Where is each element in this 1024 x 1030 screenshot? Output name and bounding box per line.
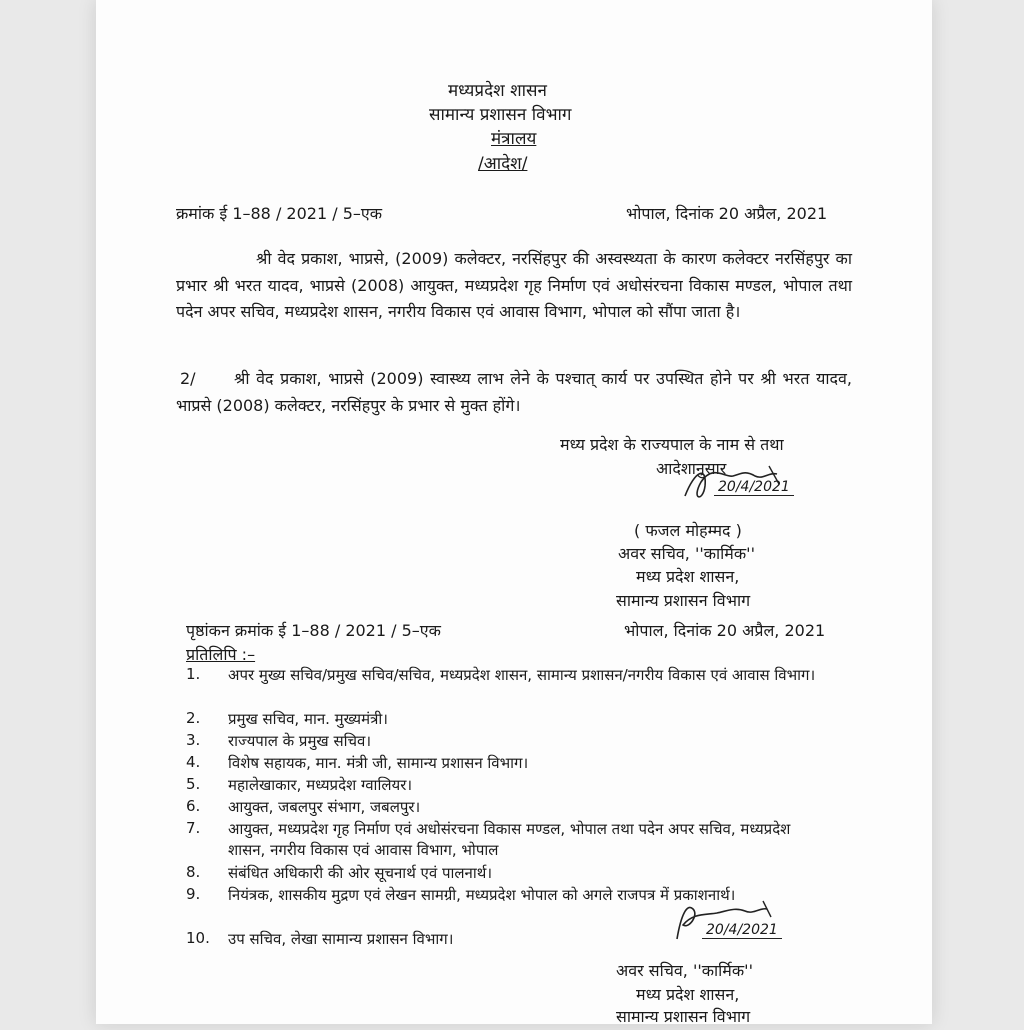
endorsement-date: भोपाल, दिनांक 20 अप्रैल, 2021	[624, 621, 826, 640]
officer-name: ( फजल मोहम्मद )	[634, 521, 742, 540]
officer-dept-1b: सामान्य प्रशासन विभाग	[616, 591, 751, 610]
officer-dept-2a: मध्य प्रदेश शासन,	[636, 985, 740, 1004]
officer-title-1: अवर सचिव, ''कार्मिक''	[618, 544, 755, 563]
document-page: मध्यप्रदेश शासन सामान्य प्रशासन विभाग मंत्रालय /आदेश/ क्रमांक ई 1–88 / 2021 / 5–एक भोपाल, दिनांक 20 अप्रैल, 2021 श्री वेद प्रकाश, भाप्रसे, (2009) कलेक्टर, नरसिंहपुर की अस्वस्थ्यता के कारण कलेक्टर नरसिंहपुर का प्रभार श्री भरत यादव, भाप्रसे (2008) आयुक्त, मध्यप्रदेश गृह निर्माण एवं अधोसंरचना विकास मण्डल, भोपाल तथा पदेन अपर सचिव, मध्यप्रदेश शासन, नगरीय विकास एवं आवास विभाग, भोपाल को सौंपा जाता है। 2/ श्री वेद प्रकाश, भाप्रसे (2009) स्वास्थ्य लाभ लेने के पश्चात् कार्य पर उपस्थित होने पर श्री भरत यादव, भाप्रसे (2008) कलेक्टर, नरसिंहपुर के प्रभार से मुक्त होंगे। मध्य प्रदेश के राज्यपाल के नाम से तथा आदेशानुसार 20/4/2021 ( फजल मोहम्मद ) अवर सचिव, ''कार्मिक'' मध्य प्रदेश शासन, सामान्य प्रशासन विभाग पृष्ठांकन क्रमांक ई 1–88 / 2021 / 5–एक भोपाल, दिनांक 20 अप्रैल, 2021 प्रतिलिपि :– 1. अपर मुख्य सचिव/प्रमुख सचिव/सचिव, मध्यप्रदेश शासन, सामान्य प्रशासन/नगरीय विकास एवं आवास विभाग। 2. प्रमुख सचिव, मान. मुख्यमंत्री। 3. राज्यपाल के प्रमुख सचिव। 4. विशेष सहायक, मान. मंत्री जी, सामान्य प्रशासन विभाग। 5. महालेखाकार, मध्यप्रदेश ग्वालियर। 6. आयुक्त, जबलपुर संभाग, जबलपुर। 7. आयुक्त, मध्यप्रदेश गृह निर्माण एवं अधोसंरचना विकास मण्डल, भोपाल तथा पदेन अपर सचिव, मध्यप्रदेश शासन, नगरीय विकास एवं आवास विभाग, भोपाल 8. संबंधित अधिकारी की ओर सूचनार्थ एवं पालनार्थ। 9. नियंत्रक, शासकीय मुद्रण एवं लेखन सामग्री, मध्यप्रदेश भोपाल को अगले राजपत्र में प्रकाशनार्थ। 10. उप सचिव, लेखा सामान्य प्रशासन विभाग। 20/4/2021 अवर सचिव, ''कार्मिक'' मध्य प्रदेश शासन, सामान्य प्रशासन विभाग	[96, 0, 932, 1024]
officer-dept-1a: मध्य प्रदेश शासन,	[636, 567, 740, 586]
officer-title-2: अवर सचिव, ''कार्मिक''	[616, 961, 753, 980]
authority-line-2: आदेशानुसार	[656, 459, 727, 478]
order-date: भोपाल, दिनांक 20 अप्रैल, 2021	[626, 204, 828, 223]
order-paragraph-2: श्री वेद प्रकाश, भाप्रसे (2009) स्वास्थ्य लाभ लेने के पश्चात् कार्य पर उपस्थित होने पर श्री भरत यादव, भाप्रसे (2008) कलेक्टर, नरसिंहपुर के प्रभार से मुक्त होंगे।	[176, 369, 852, 415]
paragraph-2-number: 2/	[180, 369, 196, 388]
endorsement-number: पृष्ठांकन क्रमांक ई 1–88 / 2021 / 5–एक	[186, 621, 441, 640]
header-government: मध्यप्रदेश शासन	[448, 81, 547, 101]
officer-dept-2b: सामान्य प्रशासन विभाग	[616, 1007, 751, 1026]
header-ministry: मंत्रालय	[491, 129, 537, 149]
order-number: क्रमांक ई 1–88 / 2021 / 5–एक	[176, 204, 383, 223]
signature-1-date: 20/4/2021	[714, 479, 794, 496]
authority-line-1: मध्य प्रदेश के राज्यपाल के नाम से तथा	[560, 435, 784, 454]
signature-2-date: 20/4/2021	[702, 922, 782, 939]
copy-to-label: प्रतिलिपि :–	[186, 645, 256, 664]
order-paragraph-1: श्री वेद प्रकाश, भाप्रसे, (2009) कलेक्टर, नरसिंहपुर की अस्वस्थ्यता के कारण कलेक्टर नरसिंहपुर का प्रभार श्री भरत यादव, भाप्रसे (2008) आयुक्त, मध्यप्रदेश गृह निर्माण एवं अधोसंरचना विकास मण्डल, भोपाल तथा पदेन अपर सचिव, मध्यप्रदेश शासन, नगरीय विकास एवं आवास विभाग, भोपाल को सौंपा जाता है।	[176, 249, 852, 321]
header-department: सामान्य प्रशासन विभाग	[429, 105, 572, 125]
header-order-title: /आदेश/	[478, 154, 528, 174]
